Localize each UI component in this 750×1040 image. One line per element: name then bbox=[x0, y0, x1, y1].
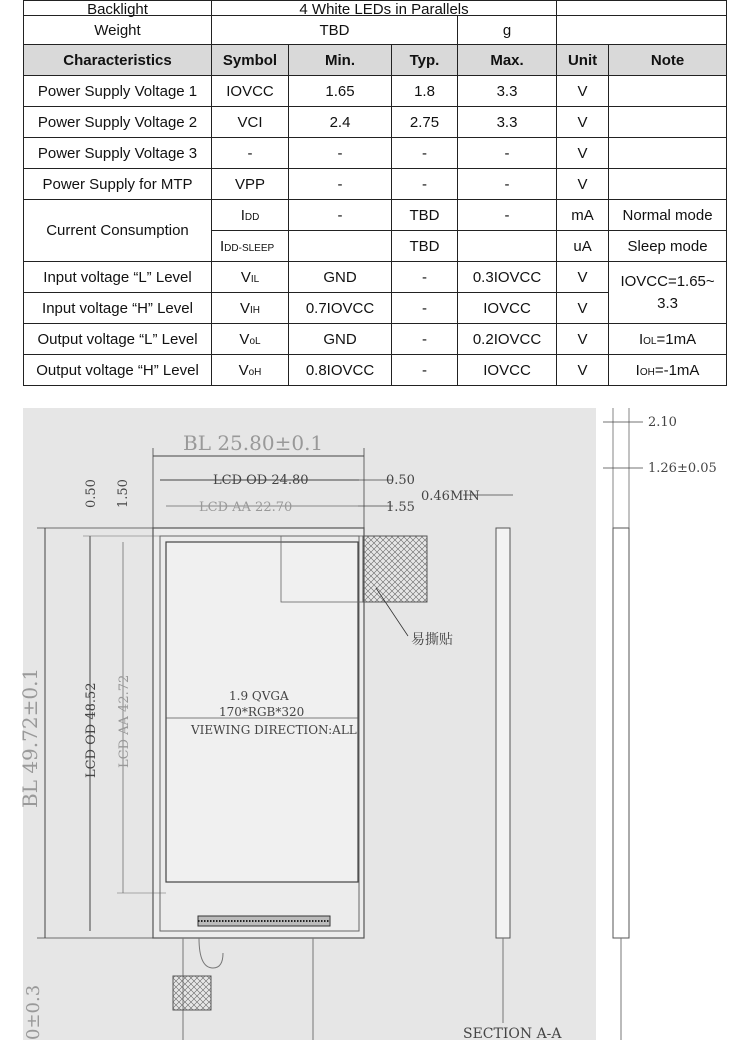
lcd-od-height-label: LCD OD 48.52 bbox=[84, 682, 99, 778]
row-min: 2.4 bbox=[289, 107, 392, 138]
row-unit: V bbox=[557, 138, 609, 169]
weight-blank bbox=[557, 16, 727, 45]
symbol-sub: DD-SLEEP bbox=[224, 242, 275, 254]
row-note bbox=[609, 355, 727, 386]
row-symbol bbox=[212, 293, 289, 324]
col-typ: Typ. bbox=[392, 45, 458, 76]
bottom-dim-label: 0±0.3 bbox=[23, 984, 44, 1040]
row-note: Sleep mode bbox=[609, 231, 727, 262]
note-line: 3.3 bbox=[657, 294, 678, 312]
row-unit: V bbox=[557, 262, 609, 293]
dim-150-left-label: 1.50 bbox=[116, 479, 131, 508]
row-unit: V bbox=[557, 293, 609, 324]
row-name: Input voltage “H” Level bbox=[24, 293, 212, 324]
note-tail: =-1mA bbox=[654, 361, 700, 379]
row-symbol: IOVCC bbox=[212, 76, 289, 107]
bl-width-label: BL 25.80±0.1 bbox=[183, 431, 324, 455]
table-row bbox=[24, 200, 727, 231]
row-symbol bbox=[212, 262, 289, 293]
row-typ: - bbox=[392, 262, 458, 293]
bl-height-label: BL 49.72±0.1 bbox=[18, 667, 42, 808]
col-unit: Unit bbox=[557, 45, 609, 76]
dim-046-label: 0.46MIN bbox=[421, 489, 480, 504]
row-max: IOVCC bbox=[458, 293, 557, 324]
row-max: - bbox=[458, 200, 557, 231]
symbol-sub: DD bbox=[244, 211, 260, 223]
row-max: 3.3 bbox=[458, 76, 557, 107]
dim-050-left-label: 0.50 bbox=[84, 479, 99, 508]
note-sub: OL bbox=[643, 335, 657, 347]
table-row bbox=[24, 76, 727, 107]
row-min: GND bbox=[289, 324, 392, 355]
table-row bbox=[24, 262, 727, 293]
model-label: 1.9 QVGA bbox=[229, 689, 289, 703]
row-min: 0.7IOVCC bbox=[289, 293, 392, 324]
row-symbol bbox=[212, 200, 289, 231]
row-min: 0.8IOVCC bbox=[289, 355, 392, 386]
table-row bbox=[24, 107, 727, 138]
symbol-sub: oL bbox=[249, 335, 261, 347]
fpc-curve bbox=[199, 938, 223, 968]
row-typ: 1.8 bbox=[392, 76, 458, 107]
row-max: 0.3IOVCC bbox=[458, 262, 557, 293]
table-row bbox=[24, 324, 727, 355]
note-tail: =1mA bbox=[656, 330, 697, 348]
row-min: - bbox=[289, 200, 392, 231]
lcd-aa-height-label: LCD AA 42.72 bbox=[117, 674, 132, 768]
col-symbol: Symbol bbox=[212, 45, 289, 76]
row-unit: V bbox=[557, 76, 609, 107]
row-min: GND bbox=[289, 262, 392, 293]
table-row bbox=[24, 355, 727, 386]
row-symbol bbox=[212, 231, 289, 262]
row-unit: V bbox=[557, 107, 609, 138]
row-max bbox=[458, 231, 557, 262]
table-row bbox=[24, 138, 727, 169]
row-typ: - bbox=[392, 138, 458, 169]
backlight-row bbox=[24, 1, 727, 16]
row-min: - bbox=[289, 169, 392, 200]
row-name: Power Supply for MTP bbox=[24, 169, 212, 200]
section-profile bbox=[496, 528, 510, 938]
row-typ: - bbox=[392, 293, 458, 324]
row-note: Normal mode bbox=[609, 200, 727, 231]
row-name: Input voltage “L” Level bbox=[24, 262, 212, 293]
row-unit: V bbox=[557, 324, 609, 355]
row-name: Current Consumption bbox=[24, 200, 212, 262]
row-max: IOVCC bbox=[458, 355, 557, 386]
col-max: Max. bbox=[458, 45, 557, 76]
col-note: Note bbox=[609, 45, 727, 76]
weight-unit: g bbox=[458, 16, 557, 45]
symbol-main: V bbox=[239, 330, 250, 348]
row-symbol: - bbox=[212, 138, 289, 169]
symbol-main: V bbox=[238, 361, 249, 379]
viewing-label: VIEWING DIRECTION:ALL bbox=[191, 723, 357, 737]
row-unit: mA bbox=[557, 200, 609, 231]
note-line: IOVCC=1.65~ bbox=[620, 272, 715, 290]
row-symbol bbox=[212, 324, 289, 355]
film-tab bbox=[363, 536, 427, 602]
drawing-svg bbox=[18, 408, 726, 1040]
side-profile bbox=[613, 528, 629, 938]
row-min: 1.65 bbox=[289, 76, 392, 107]
table-row bbox=[24, 169, 727, 200]
row-symbol: VPP bbox=[212, 169, 289, 200]
row-note bbox=[609, 324, 727, 355]
row-unit: uA bbox=[557, 231, 609, 262]
row-max: - bbox=[458, 169, 557, 200]
row-min: - bbox=[289, 138, 392, 169]
row-note bbox=[609, 76, 727, 107]
dim-050-label: 0.50 bbox=[386, 473, 415, 488]
note-sub: OH bbox=[639, 366, 655, 378]
row-name: Power Supply Voltage 2 bbox=[24, 107, 212, 138]
row-typ: TBD bbox=[392, 200, 458, 231]
row-name: Power Supply Voltage 3 bbox=[24, 138, 212, 169]
protect-film-label: 易撕贴 bbox=[411, 632, 453, 648]
row-typ: TBD bbox=[392, 231, 458, 262]
row-typ: 2.75 bbox=[392, 107, 458, 138]
symbol-main: V bbox=[240, 268, 251, 286]
symbol-main: V bbox=[239, 299, 250, 317]
row-name: Output voltage “H” Level bbox=[24, 355, 212, 386]
resolution-label: 170*RGB*320 bbox=[219, 705, 305, 719]
symbol-sub: IL bbox=[250, 273, 260, 285]
dim-155-label: 1.55 bbox=[386, 500, 415, 515]
row-max: 3.3 bbox=[458, 107, 557, 138]
header-row bbox=[24, 45, 727, 76]
mechanical-drawing bbox=[18, 408, 726, 1040]
row-symbol: VCI bbox=[212, 107, 289, 138]
col-characteristics: Characteristics bbox=[24, 45, 212, 76]
symbol-sub: IH bbox=[250, 304, 260, 316]
row-note bbox=[609, 138, 727, 169]
weight-row bbox=[24, 16, 727, 45]
note-main: I bbox=[638, 330, 644, 348]
row-name: Power Supply Voltage 1 bbox=[24, 76, 212, 107]
row-unit: V bbox=[557, 355, 609, 386]
row-min bbox=[289, 231, 392, 262]
weight-value: TBD bbox=[212, 16, 458, 45]
section-label: SECTION A-A bbox=[463, 1026, 562, 1040]
weight-label: Weight bbox=[24, 16, 212, 45]
lcd-aa-width-label: LCD AA 22.70 bbox=[199, 500, 293, 515]
row-note bbox=[609, 262, 727, 324]
symbol-main: I bbox=[240, 206, 245, 224]
dim-126-label: 1.26±0.05 bbox=[648, 461, 717, 476]
row-note bbox=[609, 107, 727, 138]
backlight-blank bbox=[557, 1, 727, 16]
backlight-value: 4 White LEDs in Parallels bbox=[212, 1, 557, 16]
row-typ: - bbox=[392, 324, 458, 355]
row-symbol bbox=[212, 355, 289, 386]
electrical-characteristics-table bbox=[23, 0, 727, 386]
col-min: Min. bbox=[289, 45, 392, 76]
backlight-label: Backlight bbox=[24, 1, 212, 16]
spec-table-area bbox=[23, 0, 726, 386]
row-note bbox=[609, 169, 727, 200]
row-typ: - bbox=[392, 355, 458, 386]
symbol-sub: oH bbox=[248, 366, 262, 378]
row-name: Output voltage “L” Level bbox=[24, 324, 212, 355]
dim-210-label: 2.10 bbox=[648, 415, 677, 430]
row-max: - bbox=[458, 138, 557, 169]
symbol-main: I bbox=[220, 237, 225, 255]
row-unit: V bbox=[557, 169, 609, 200]
lcd-od-width-label: LCD OD 24.80 bbox=[213, 473, 309, 488]
row-max: 0.2IOVCC bbox=[458, 324, 557, 355]
fpc-stiffener bbox=[173, 976, 211, 1010]
row-typ: - bbox=[392, 169, 458, 200]
note-main: I bbox=[635, 361, 640, 379]
